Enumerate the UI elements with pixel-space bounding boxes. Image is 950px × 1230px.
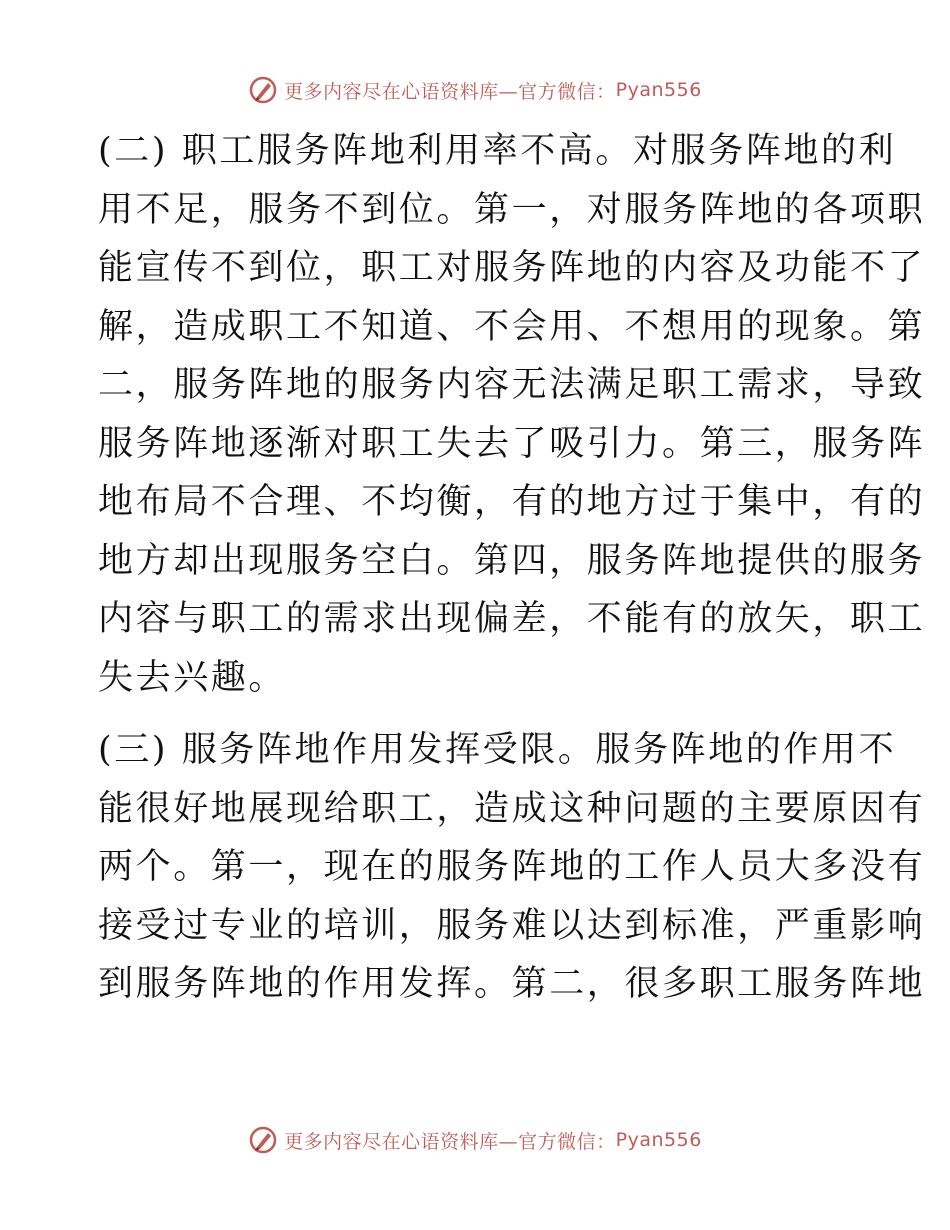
text-line: 能很好地展现给职工，造成这种问题的主要原因有 xyxy=(98,788,926,829)
header-wechat-handle: Pyan556 xyxy=(615,79,702,101)
footer-banner-text: 更多内容尽在心语资料库—官方微信： xyxy=(284,1130,616,1153)
pen-feather-icon xyxy=(248,75,278,105)
text-line: 二，服务阵地的服务内容无法满足职工需求，导致 xyxy=(98,365,926,405)
text-line: 地方却出现服务空白。第四，服务阵地提供的服务 xyxy=(98,540,926,581)
header-banner-text: 更多内容尽在心语资料库—官方微信： xyxy=(284,80,616,103)
text-line: (三) 服务阵地作用发挥受限。服务阵地的作用不 xyxy=(98,730,897,770)
footer-wechat-handle: Pyan556 xyxy=(615,1129,702,1151)
text-line: 失去兴趣。 xyxy=(98,657,287,698)
paragraph-2 xyxy=(98,122,926,707)
text-line: 用不足，服务不到位。第一，对服务阵地的各项职 xyxy=(98,189,926,230)
pen-feather-icon xyxy=(248,1125,278,1155)
text-line: 服务阵地逐渐对职工失去了吸引力。第三，服务阵 xyxy=(98,423,926,464)
footer-banner xyxy=(0,1120,950,1160)
text-line: 能宣传不到位，职工对服务阵地的内容及功能不了 xyxy=(98,248,926,288)
text-line: 接受过专业的培训，服务难以达到标准，严重影响 xyxy=(98,905,926,946)
text-line: 内容与职工的需求出现偏差，不能有的放矢，职工 xyxy=(98,599,926,639)
text-line: 解，造成职工不知道、不会用、不想用的现象。第 xyxy=(98,306,926,347)
text-line: (二) 职工服务阵地利用率不高。对服务阵地的利 xyxy=(98,131,897,171)
header-banner xyxy=(0,70,950,110)
text-line: 两个。第一，现在的服务阵地的工作人员大多没有 xyxy=(98,847,926,887)
paragraph-3 xyxy=(98,721,926,1014)
document-body xyxy=(98,122,926,1014)
text-line: 到服务阵地的作用发挥。第二，很多职工服务阵地 xyxy=(98,964,926,1004)
text-line: 地布局不合理、不均衡，有的地方过于集中，有的 xyxy=(98,482,926,522)
